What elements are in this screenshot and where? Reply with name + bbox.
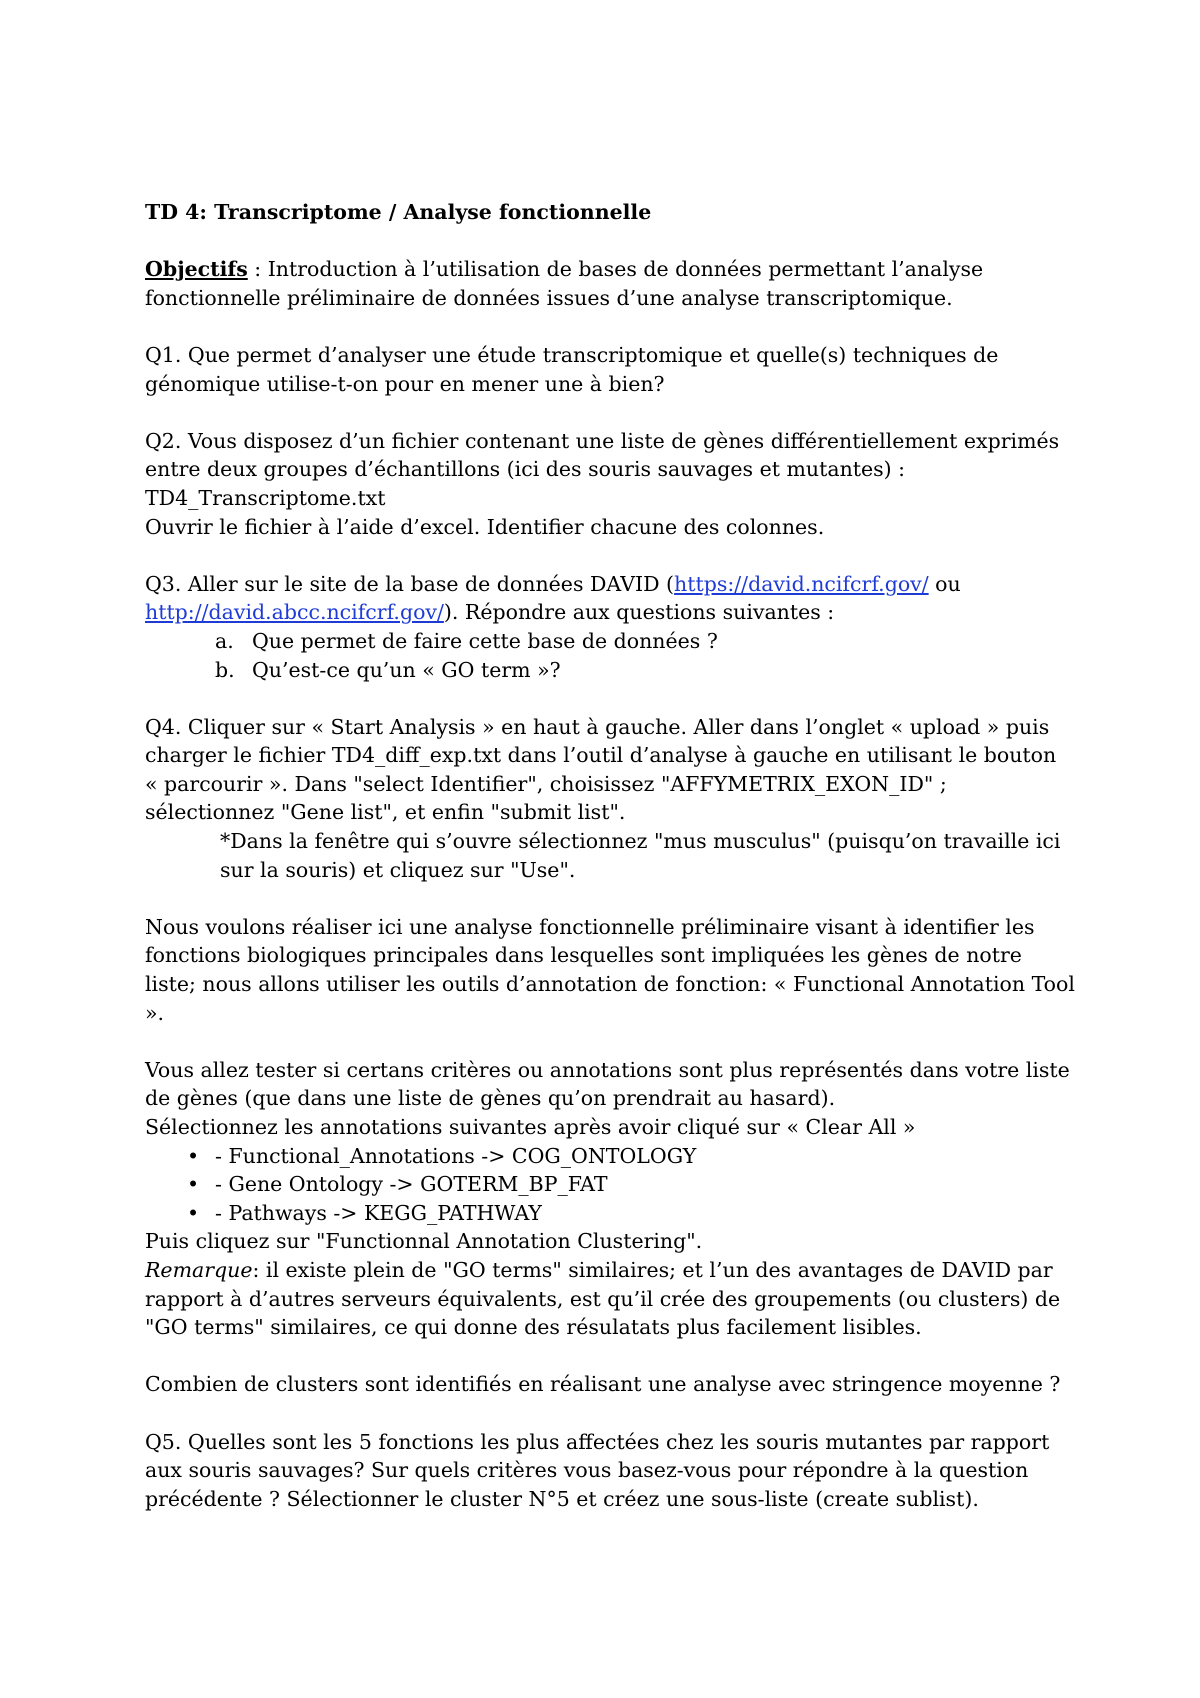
question-3-after: ). Répondre aux questions suivantes : [443, 600, 835, 625]
spacer [145, 398, 1075, 427]
question-2-instruction: Ouvrir le fichier à l’aide d’excel. Identifier chacune des colonnes. [145, 514, 825, 539]
list-marker: b. [215, 657, 235, 682]
bullet-text: - Functional_Annotations -> COG_ONTOLOGY [215, 1143, 697, 1168]
david-link-2[interactable]: http://david.abcc.ncifcrf.gov/ [145, 600, 444, 625]
paragraph-annotations-intro: Vous allez tester si certans critères ou annotations sont plus représentés dans votre liste de gènes (que dans une liste de gènes qu’on prendrait au hasard). [145, 1057, 1070, 1111]
question-4: Q4. Cliquer sur « Start Analysis » en haut à gauche. Aller dans l’onglet « upload » puis charger le fichier TD4_diff_exp.txt dans l’outil d’analyse à gauche en utilisant le bouton « parcourir ». Dans "select Identifier", choisissez "AFFYMETRIX_EXON_ID" ; sélectionnez "Gene list", et enfin "submit list". [145, 714, 1057, 825]
paragraph-clusters-question: Combien de clusters sont identifiés en réalisant une analyse avec stringence moyenne ? [145, 1372, 1061, 1397]
list-item-text: Qu’est-ce qu’un « GO term »? [252, 657, 561, 682]
document-page [145, 198, 1075, 1513]
bullet-icon: • [187, 1172, 200, 1197]
question-3 [145, 570, 1075, 627]
question-5: Q5. Quelles sont les 5 fonctions les plus affectées chez les souris mutantes par rapport aux souris sauvages? Sur quels critères vous basez-vous pour répondre à la question précédente ? Sélectionner le cluster N°5 et créez une sous-liste (create sublist). [145, 1429, 1050, 1511]
paragraph-functional-analysis: Nous voulons réaliser ici une analyse fonctionnelle préliminaire visant à identifier les fonctions biologiques principales dans lesquelles sont impliquées les gènes de notre liste; nous allons utiliser les outils d’annotation de fonction: « Functional Annotation Tool ». [145, 914, 1075, 1025]
remarque-label: Remarque [145, 1257, 253, 1282]
paragraph-remarque [145, 1256, 1075, 1342]
list-marker: a. [215, 628, 234, 653]
bullet-icon: • [187, 1200, 200, 1225]
bullet-item [145, 1142, 1075, 1171]
spacer [145, 884, 1075, 913]
paragraph-clustering: Puis cliquez sur "Functionnal Annotation Clustering". [145, 1229, 703, 1254]
objectifs-label: Objectifs [145, 257, 248, 282]
spacer [145, 541, 1075, 570]
question-3-middle: ou [928, 571, 961, 596]
question-3-intro: Q3. Aller sur le site de la base de données DAVID ( [145, 571, 675, 596]
question-1: Q1. Que permet d’analyser une étude transcriptomique et quelle(s) techniques de génomique utilise-t-on pour en mener une à bien? [145, 342, 999, 396]
bullet-item [145, 1170, 1075, 1199]
question-2-text: Q2. Vous disposez d’un fichier contenant une liste de gènes différentiellement exprimés entre deux groupes d’échantillons (ici des souris sauvages et mutantes) : [145, 428, 1060, 482]
list-item-text: Que permet de faire cette base de données ? [252, 628, 718, 653]
annotation-bullet-list [145, 1142, 1075, 1228]
remarque-text: : il existe plein de "GO terms" similaires; et l’un des avantages de DAVID par rapport à d’autres serveurs équivalents, est qu’il crée des groupements (ou clusters) de "GO terms" similaires, ce qui donne des résulatats plus facilement lisibles. [145, 1257, 1061, 1340]
question-2 [145, 427, 1075, 541]
objectifs-paragraph [145, 255, 1075, 312]
spacer [145, 312, 1075, 341]
spacer [145, 1399, 1075, 1428]
document-title: TD 4: Transcriptome / Analyse fonctionnelle [145, 200, 652, 224]
question-3-list [145, 627, 1075, 684]
bullet-text: - Pathways -> KEGG_PATHWAY [215, 1200, 542, 1225]
list-item [145, 656, 1075, 685]
paragraph-select-annotations: Sélectionnez les annotations suivantes après avoir cliqué sur « Clear All » [145, 1115, 916, 1139]
question-4-note: *Dans la fenêtre qui s’ouvre sélectionnez "mus musculus" (puisqu’on travaille ici sur la souris) et cliquez sur "Use". [220, 829, 1061, 882]
objectifs-text: : Introduction à l’utilisation de bases de données permettant l’analyse fonctionnelle préliminaire de données issues d’une analyse transcriptomique. [145, 257, 984, 310]
david-link-1[interactable]: https://david.ncifcrf.gov/ [674, 571, 929, 596]
question-2-file: TD4_Transcriptome.txt [145, 485, 386, 510]
bullet-item [145, 1199, 1075, 1228]
list-item [145, 627, 1075, 656]
spacer [145, 227, 1075, 256]
bullet-icon: • [187, 1143, 200, 1168]
bullet-text: - Gene Ontology -> GOTERM_BP_FAT [215, 1172, 608, 1197]
spacer [145, 1027, 1075, 1056]
spacer [145, 684, 1075, 713]
spacer [145, 1342, 1075, 1371]
